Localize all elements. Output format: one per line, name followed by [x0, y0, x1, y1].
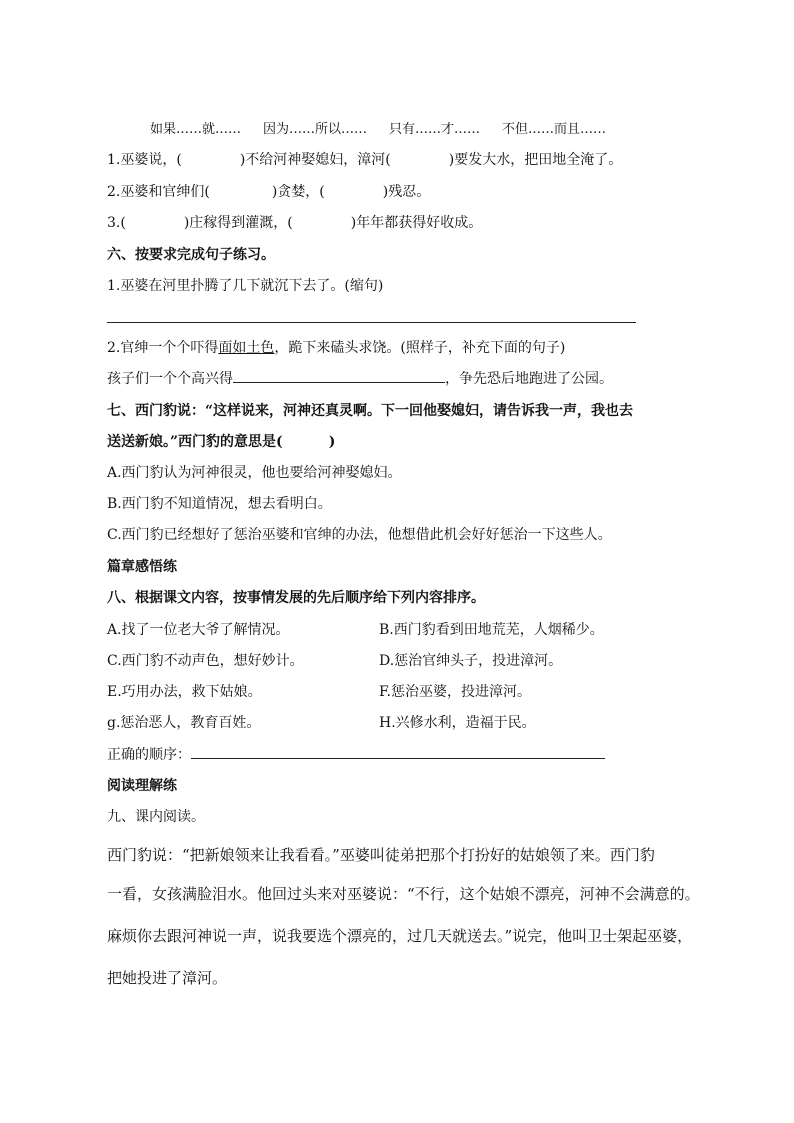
question-6-1: 1.巫婆在河里扑腾了几下就沉下去了。(缩句) — [107, 278, 384, 294]
q5-2-text-a: 2.巫婆和官绅们( — [107, 184, 210, 200]
q5-3-text-a: 3.( — [107, 215, 126, 231]
q6-2-text-a: 2.官绅一个个吓得 — [107, 340, 219, 356]
q8-item-c: C.西门豹不动声色，想好妙计。 — [107, 653, 304, 669]
q5-1-text-b: )不给河神娶媳妇，漳河( — [239, 152, 391, 168]
q6-2-fill-text-a: 孩子们一个个高兴得 — [107, 371, 233, 387]
q5-3-text-c: )年年都获得好收成。 — [350, 215, 483, 231]
question-5-1 — [107, 150, 622, 170]
q8-answer-line[interactable] — [191, 744, 605, 759]
question-6-2-fill — [107, 368, 613, 389]
section-8-title: 八、根据课文内容，按事情发展的先后顺序给下列内容排序。 — [107, 590, 485, 606]
q7-option-c[interactable]: C.西门豹已经想好了惩治巫婆和官绅的办法，他想借此机会好好惩治一下这些人。 — [107, 527, 612, 543]
q5-3-text-b: )庄稼得到灌溉，( — [183, 215, 293, 231]
q6-2-fill-blank[interactable] — [233, 368, 445, 383]
q8-item-a: A.找了一位老大爷了解情况。 — [107, 622, 290, 638]
q6-2-text-b: ，跪下来磕头求饶。(照样子，补充下面的句子) — [274, 340, 566, 356]
question-5-3 — [107, 213, 482, 233]
question-6-2 — [107, 338, 565, 358]
chapter-heading: 篇章感悟练 — [107, 559, 177, 575]
q5-2-text-c: )残忍。 — [382, 184, 431, 200]
q7-option-b[interactable]: B.西门豹不知道情况，想去看明白。 — [107, 496, 332, 512]
answer-line-6-1[interactable] — [107, 322, 636, 323]
passage-line-2: 一看，女孩满脸泪水。他回过头来对巫婆说：“不行，这个姑娘不漂亮，河神不会满意的。 — [107, 885, 700, 903]
q6-2-fill-text-b: ，争先恐后地跑进了公园。 — [445, 371, 613, 387]
q8-item-b: B.西门豹看到田地荒芜，人烟稀少。 — [379, 622, 604, 638]
section-7-stem-2 — [107, 432, 335, 452]
q7-stem-text: 送送新娘。”西门豹的意思是( — [107, 434, 283, 450]
q8-item-f: F.惩治巫婆，投进漳河。 — [379, 684, 531, 700]
passage-line-4: 把她投进了漳河。 — [107, 969, 228, 987]
section-6-title: 六、按要求完成句子练习。 — [107, 247, 275, 263]
q8-answer-label: 正确的顺序： — [107, 747, 191, 763]
q8-item-g: g.惩治恶人，教育百姓。 — [107, 715, 261, 731]
question-5-2 — [107, 182, 430, 202]
reading-heading: 阅读理解练 — [107, 778, 177, 794]
passage-line-3: 麻烦你去跟河神说一声，说我要选个漂亮的，过几天就送去。”说完，他叫卫士架起巫婆， — [107, 927, 693, 945]
connector-3: 只有……才…… — [389, 122, 481, 137]
q7-option-a[interactable]: A.西门豹认为河神很灵，他也要给河神娶媳妇。 — [107, 465, 402, 481]
q5-1-text-c: )要发大水，把田地全淹了。 — [448, 152, 623, 168]
connector-1: 如果……就…… — [150, 122, 242, 137]
q8-item-h: H.兴修水利，造福于民。 — [379, 715, 536, 731]
q6-2-example-phrase: 面如土色 — [218, 340, 275, 356]
section-7-stem-1: 七、西门豹说：“这样说来，河神还真灵啊。下一回他娶媳妇，请告诉我一声，我也去 — [107, 403, 634, 419]
q8-answer-row — [107, 744, 605, 765]
q7-stem-end: ) — [328, 434, 336, 450]
connector-4: 不但……而且…… — [502, 122, 607, 137]
connector-2: 因为……所以…… — [263, 122, 368, 137]
q5-1-text-a: 1.巫婆说，( — [107, 152, 182, 168]
passage-line-1: 西门豹说：“把新娘领来让我看看。”巫婆叫徒弟把那个打扮好的姑娘领了来。西门豹 — [107, 846, 655, 864]
q8-item-e: E.巧用办法，救下姑娘。 — [107, 684, 262, 700]
section-9-title: 九、课内阅读。 — [107, 809, 205, 825]
q8-item-d: D.惩治官绅头子，投进漳河。 — [379, 653, 563, 669]
connector-word-bank — [150, 120, 628, 140]
q5-2-text-b: )贪婪，( — [271, 184, 325, 200]
